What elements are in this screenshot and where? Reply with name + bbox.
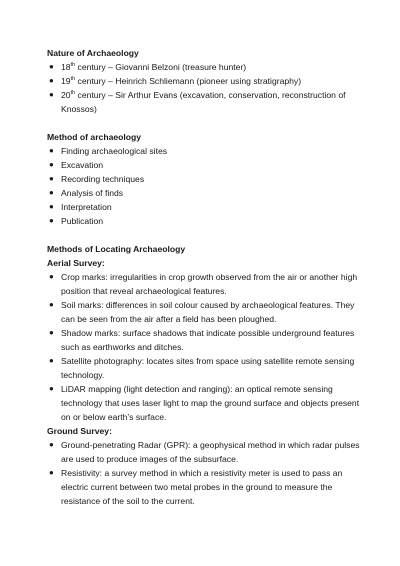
list-item [47, 438, 367, 466]
bullet-icon: ● [49, 188, 54, 197]
method-list [47, 144, 367, 228]
bullet-icon: ● [49, 202, 54, 211]
aerial-item: Shadow marks: surface shadows that indicate possible underground features such as earthworks and ditches. [61, 328, 355, 352]
nature-heading: Nature of Archaeology [47, 48, 139, 58]
ordinal-suffix: th [70, 90, 76, 96]
list-item [47, 326, 367, 354]
aerial-item: Crop marks: irregularities in crop growth observed from the air or another high position that reveal archaeological features. [61, 272, 358, 296]
method-item: Recording techniques [61, 174, 145, 184]
list-item [47, 60, 367, 74]
method-heading: Method of archaeology [47, 132, 142, 142]
ground-item: Resistivity: a survey method in which a resistivity meter is used to pass an electric current between two metal probes in the ground to measure the resistance of the soil to the current. [61, 468, 343, 506]
century-text: century – Sir Arthur Evans (excavation, conservation, reconstruction of Knossos) [61, 90, 346, 114]
bullet-icon: ● [49, 384, 54, 393]
method-item: Analysis of finds [61, 188, 124, 198]
ground-item: Ground-penetrating Radar (GPR): a geophysical method in which radar pulses are used to produce images of the subsurface. [61, 440, 360, 464]
list-item [47, 200, 367, 214]
century-number: 20 [61, 90, 71, 100]
century-text: century – Heinrich Schliemann (pioneer using stratigraphy) [75, 76, 302, 86]
ordinal-suffix: th [70, 62, 76, 68]
bullet-icon: ● [49, 90, 54, 99]
list-item [47, 172, 367, 186]
bullet-icon: ● [49, 356, 54, 365]
method-item: Excavation [61, 160, 104, 170]
list-item [47, 466, 367, 508]
document-page [47, 46, 367, 522]
list-item [47, 354, 367, 382]
bullet-icon: ● [49, 174, 54, 183]
bullet-icon: ● [49, 300, 54, 309]
locating-heading: Methods of Locating Archaeology [47, 244, 186, 254]
bullet-icon: ● [49, 272, 54, 281]
list-item [47, 74, 367, 88]
method-item: Finding archaeological sites [61, 146, 168, 156]
bullet-icon: ● [49, 146, 54, 155]
century-text: century – Giovanni Belzoni (treasure hunter) [75, 62, 247, 72]
list-item [47, 214, 367, 228]
aerial-item: Satellite photography: locates sites from space using satellite remote sensing technology. [61, 356, 355, 380]
aerial-survey-list [47, 270, 367, 424]
bullet-icon: ● [49, 216, 54, 225]
list-item [47, 88, 367, 116]
bullet-icon: ● [49, 62, 54, 71]
method-item: Interpretation [61, 202, 112, 212]
bullet-icon: ● [49, 160, 54, 169]
list-item [47, 144, 367, 158]
aerial-item: LiDAR mapping (light detection and ranging): an optical remote sensing technology that uses laser light to map the ground surface and objects present on or below earth’s surface. [61, 384, 360, 422]
ordinal-suffix: th [70, 76, 76, 82]
method-section [47, 130, 367, 228]
aerial-item: Soil marks: differences in soil colour caused by archaeological features. They can be seen from the air after a field has been ploughed. [61, 300, 355, 324]
nature-list [47, 60, 367, 116]
method-item: Publication [61, 216, 104, 226]
century-number: 19 [61, 76, 71, 86]
ground-survey-list [47, 438, 367, 508]
century-number: 18 [61, 62, 71, 72]
list-item [47, 186, 367, 200]
bullet-icon: ● [49, 468, 54, 477]
list-item [47, 382, 367, 424]
ground-survey-heading: Ground Survey: [47, 426, 112, 436]
bullet-icon: ● [49, 440, 54, 449]
list-item [47, 158, 367, 172]
nature-section [47, 46, 367, 116]
list-item [47, 270, 367, 298]
bullet-icon: ● [49, 76, 54, 85]
aerial-survey-heading: Aerial Survey: [47, 258, 105, 268]
bullet-icon: ● [49, 328, 54, 337]
locating-section [47, 242, 367, 508]
list-item [47, 298, 367, 326]
